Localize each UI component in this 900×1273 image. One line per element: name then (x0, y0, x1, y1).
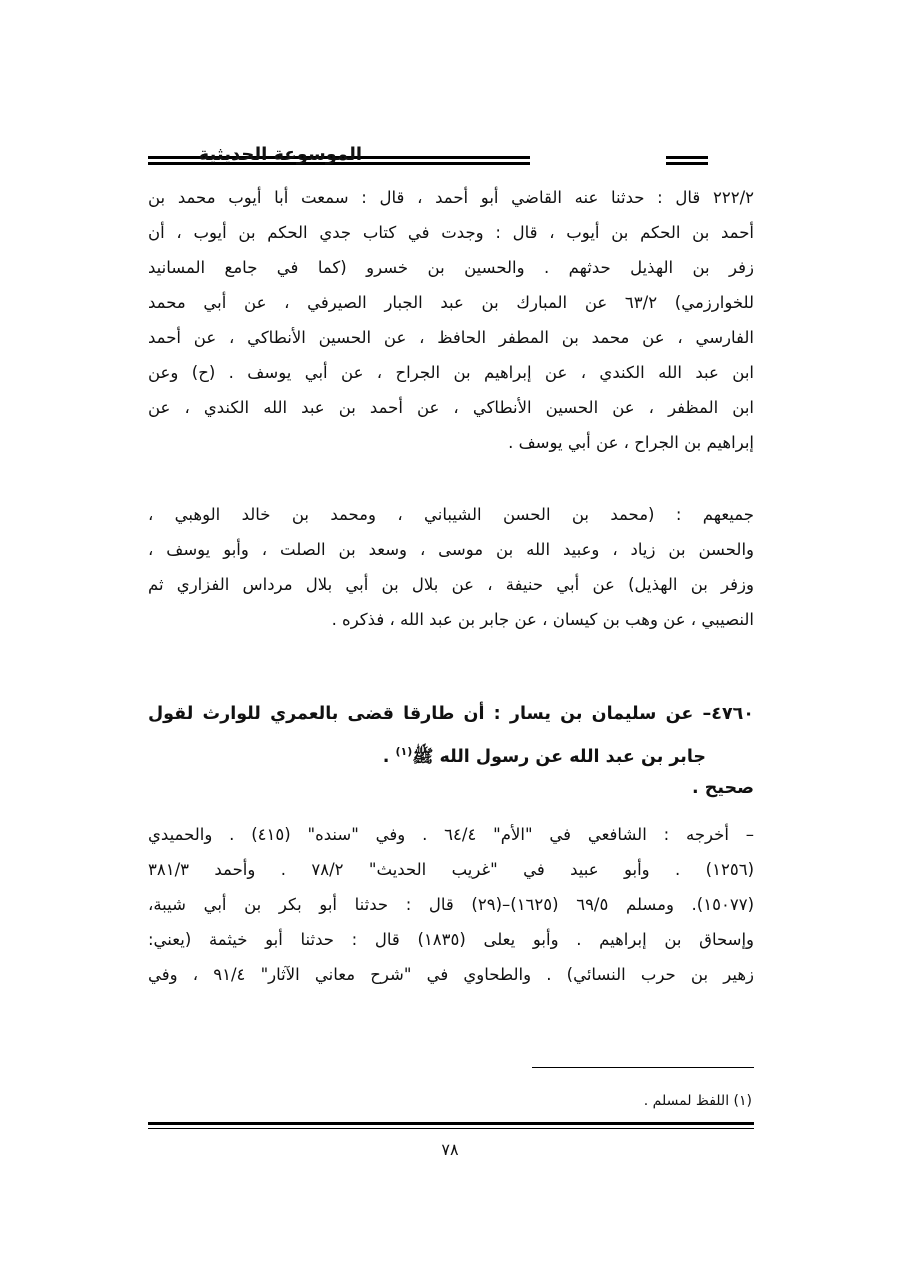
text-line: أحمد بن الحكم بن أيوب ، قال : وجدت في كتاب جدي الحكم بن أيوب ، أن (148, 223, 754, 242)
page-header (148, 140, 754, 176)
narrators-paragraph (148, 497, 754, 637)
header-rule-right (666, 156, 708, 165)
hadith-heading-line2 (148, 734, 754, 775)
text-line: ابن عبد الله الكندي ، عن إبراهيم بن الجراح ، عن أبي يوسف . (ح) وعن (148, 363, 754, 382)
text-line: زهير بن حرب النسائي) . والطحاوي في "شرح معاني الآثار" ٩١/٤ ، وفي (148, 965, 754, 984)
text-line: النصيبي ، عن وهب بن كيسان ، عن جابر بن عبد الله ، فذكره . (331, 610, 754, 629)
footnote-reference: (١) (395, 745, 413, 758)
text-line: وإسحاق بن إبراهيم . وأبو يعلى (١٨٣٥) قال : حدثنا أبو خيثمة (يعني: (148, 930, 754, 949)
hadith-verdict: صحيح . (691, 778, 754, 798)
text-line: ابن المظفر ، عن الحسين الأنطاكي ، عن أحمد بن عبد الله الكندي ، عن (148, 398, 754, 417)
footer-rule (148, 1122, 754, 1129)
hadith-heading-text: جابر بن عبد الله عن رسول الله ﷺ (412, 746, 706, 767)
text-line: ٢٢٢/٢ قال : حدثنا عنه القاضي أبو أحمد ، قال : سمعت أبا أيوب محمد بن (148, 188, 754, 207)
footnote-separator (532, 1067, 754, 1068)
text-line: جميعهم : (محمد بن الحسن الشيباني ، ومحمد بن خالد الوهبي ، (148, 505, 754, 524)
text-line: إبراهيم بن الجراح ، عن أبي يوسف . (508, 433, 754, 452)
takhrij-paragraph (148, 817, 754, 992)
text-line: وزفر بن الهذيل) عن أبي حنيفة ، عن بلال بن أبي بلال مرداس الفزاري ثم (148, 575, 754, 594)
text-line: – أخرجه : الشافعي في "الأم" ٦٤/٤ . وفي "سنده" (٤١٥) . والحميدي (148, 825, 755, 844)
text-line: (١٥٠٧٧). ومسلم ٦٩/٥ (١٦٢٥)–(٢٩) قال : حدثنا أبو بكر بن أبي شيبة، (148, 895, 754, 914)
text-line: الفارسي ، عن محمد بن المطفر الحافظ ، عن الحسين الأنطاكي ، عن أحمد (148, 328, 754, 347)
text-line: والحسن بن زياد ، وعبيد الله بن موسى ، وسعد بن الصلت ، وأبو يوسف ، (148, 540, 754, 559)
footnote-text: (١) اللفظ لمسلم . (643, 1093, 752, 1109)
text-line: (١٢٥٦) . وأبو عبيد في "غريب الحديث" ٧٨/٢ . وأحمد ٣٨١/٣ (148, 860, 754, 879)
hadith-heading-line1: ٤٧٦٠– عن سليمان بن يسار : أن طارقا قضى بالعمري للوارث لقول (148, 704, 754, 724)
page-number: ٧٨ (441, 1140, 459, 1159)
text-line: زفر بن الهذيل حدثهم . والحسين بن خسرو (كما في جامع المسانيد (148, 258, 754, 277)
isnad-paragraph (148, 180, 754, 460)
hadith-heading-end: . (382, 746, 396, 767)
text-line: للخوارزمي) ٦٣/٢ عن المبارك بن عبد الجبار الصيرفي ، عن أبي محمد (148, 293, 754, 312)
header-title: الموسوعة الحديثية (198, 144, 362, 165)
